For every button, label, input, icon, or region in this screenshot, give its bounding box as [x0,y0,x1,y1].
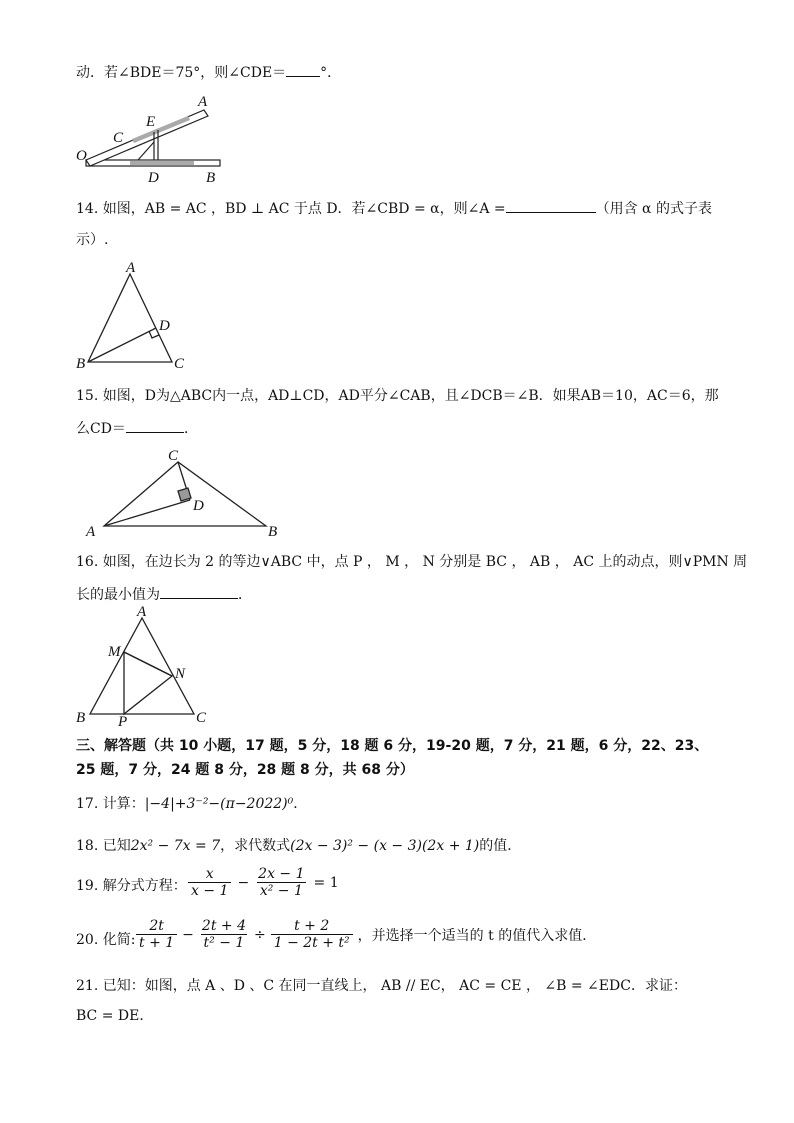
q20-fraction-3: $\frac{t + 2}{\text{1 − 2t + t²}}$ [271,918,353,951]
q21-line1: 21. 已知：如图，点 A 、D 、C 在同一直线上， AB // EC， AC = CE ， ∠B = ∠EDC．求证： [76,978,687,994]
q13-label-b: B [206,170,216,186]
q16-line1: 16. 如图，在边长为 2 的等边∨ABC 中，点 P ， M ， N 分别是 BC ， AB ， AC 上的动点，则∨PMN 周 [76,554,748,570]
section3-heading-line1: 三、解答题（共 10 小题，17 题，5 分，18 题 6 分，19-20 题，7 分，21 题，6 分，22、23、 [76,738,709,754]
q15-text: 么CD＝ [76,421,126,437]
q17-prefix: 17. 计算： [76,796,145,812]
q13-label-d: D [148,170,159,186]
q14-line1 [76,198,712,219]
q16-label-b: B [76,710,86,726]
q16-line2 [76,584,252,605]
q18-prefix: 18. 已知 [76,838,131,854]
q18 [76,836,521,856]
q20-fraction-1: 2t t + 1 [136,918,177,951]
q17 [76,794,307,814]
q16-text-end: ． [238,587,252,603]
q13-label-a: A [198,94,208,110]
q18-expression: (2x − 3)² − (x − 3)(2x + 1) [290,838,480,854]
q13-text [76,62,341,83]
q19-fraction-2: $\frac{2x - 1}{\text{x² − 1}}$ [258,866,305,899]
q14-text-end: （用含 α 的式子表 [595,201,712,217]
q16-label-n: N [175,666,186,682]
q13-figure [76,92,236,186]
q20-expression: 2t t + 1 − $\frac{2t + 4}{\text{t² − 1}}$ ÷ $\frac{t + 2}{\text{1 − 2t + t²}}$ ，并选择一个适当的 t 的值代入求值． [136,918,596,951]
q16-label-p: P [118,714,128,730]
q18-given: 2x² − 7x = 7 [130,838,221,854]
q14-segment-bd [88,328,156,362]
q16-answer-blank [160,584,238,599]
q16-figure [74,606,214,728]
section3-heading-line2: 25 题，7 分，24 题 8 分，28 题 8 分，共 68 分） [76,762,414,778]
q13-tail: 动．若∠BDE＝75°，则∠CDE＝ [76,65,287,81]
q17-end: ． [293,796,308,812]
q16-label-a: A [137,604,147,620]
q21-line2: BC = DE． [76,1008,154,1024]
q19-fraction-1: x x − 1 [188,866,231,899]
q15-text-end: ． [183,421,198,437]
q14-label-b: B [76,356,86,372]
q15-label-a: A [86,524,96,540]
q15-label-c: C [168,448,179,464]
q19-prefix: 19. 解分式方程： [76,878,187,894]
q14-answer-blank [506,198,596,213]
q16-label-c: C [196,710,207,726]
q17-expression: |−4|+3⁻²−(π−2022)⁰ [144,796,294,812]
q20-end: ，并选择一个适当的 t 的值代入求值． [357,927,597,944]
q14-figure [74,262,194,372]
q16-text: 长的最小值为 [76,587,160,603]
q14-line2: 示）. [76,232,109,248]
q14-label-c: C [174,356,185,372]
q20 [76,930,135,950]
q15-right-angle [178,488,191,501]
q19-equation: x x − 1 − $\frac{2x - 1}{\text{x² − 1}}$ = 1 [188,866,339,899]
q14-text: 14. 如图，AB = AC ，BD ⊥ AC 于点 D．若∠CBD = α，则∠A = [76,201,506,217]
q13-answer-blank [286,62,320,77]
q15-segment-ad [104,500,190,526]
q13-label-c: C [113,130,124,146]
q15-answer-blank [126,418,184,433]
q13-label-o: O [76,148,87,164]
q20-fraction-2: $\frac{2t + 4}{\text{t² − 1}}$ [201,918,246,951]
q15-figure [82,446,292,542]
q15-line2 [76,418,198,439]
q16-label-m: M [108,644,121,660]
q15-label-b: B [268,524,278,540]
q15-line1: 15. 如图，D为△ABC内一点，AD⊥CD，AD平分∠CAB，且∠DCB＝∠B．如果AB＝10，AC＝6，那 [76,388,719,404]
q20-prefix: 20. 化简: [76,932,136,948]
q18-mid: ，求代数式 [220,838,291,854]
q13-label-e: E [146,114,156,130]
q14-label-a: A [126,260,136,276]
q13-end: °． [320,65,342,81]
q18-end: 的值． [479,838,522,854]
q19 [76,876,187,896]
q15-label-d: D [193,498,204,514]
q14-label-d: D [159,318,170,334]
